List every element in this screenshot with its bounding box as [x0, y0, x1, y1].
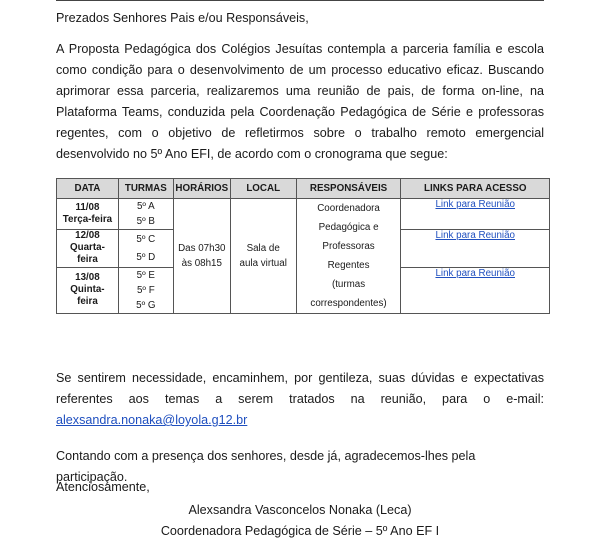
resp-line: Coordenadora — [317, 203, 380, 214]
after-text: Se sentirem necessidade, encaminhem, por gentileza, suas dúvidas e expectativas referentes aos temas a serem tratados na reunião, para o e-mail: — [56, 371, 544, 406]
date-cell — [57, 230, 119, 268]
link-cell — [401, 199, 550, 230]
intro-paragraph: A Proposta Pedagógica dos Colégios Jesuítas contempla a parceria família e escola como condição para o desenvolvimento de um processo educativo eficaz. Buscando aprimorar essa parceria, realizaremos uma reunião de pais, de forma on-line, na Plataforma Teams, conduzida pela Coordenação Pedagógica de Série e professoras regentes, com o objetivo de refletirmos sobre o trabalho remoto emergencial desenvolvido no 5º Ano EFI, de acordo com o cronograma que segue: — [56, 42, 544, 161]
weekday: Quarta- — [70, 242, 105, 254]
header-data: DATA — [57, 179, 119, 199]
date-cell — [57, 199, 119, 230]
header-horarios: HORÁRIOS — [173, 179, 230, 199]
link-cell — [401, 230, 550, 268]
resp-line: Pedagógica e — [318, 222, 379, 233]
responsaveis-cell — [296, 199, 401, 314]
weekday: feira — [77, 254, 98, 266]
turma-cell: 5º D — [118, 249, 173, 268]
email-link[interactable]: alexsandra.nonaka@loyola.g12.br — [56, 413, 248, 427]
meeting-link[interactable]: Link para Reunião — [435, 199, 515, 210]
signature-role: Coordenadora Pedagógica de Série – 5º Ano EF I — [160, 524, 440, 538]
header-links: LINKS PARA ACESSO — [401, 179, 550, 199]
weekday: Quinta- — [70, 284, 105, 296]
after-paragraph — [56, 368, 544, 431]
local-cell — [230, 199, 296, 314]
turma-cell: 5º E — [118, 267, 173, 283]
turma-cell: 5º C — [118, 230, 173, 249]
horario-line: às 08h15 — [181, 258, 222, 269]
resp-line: Professoras — [322, 241, 375, 252]
resp-line: (turmas — [331, 279, 366, 290]
turma-cell: 5º F — [118, 283, 173, 298]
resp-line: correspondentes) — [310, 298, 387, 309]
header-responsaveis: RESPONSÁVEIS — [296, 179, 401, 199]
date: 12/08 — [75, 230, 100, 242]
local-line: Sala de — [246, 243, 280, 254]
header-local: LOCAL — [230, 179, 296, 199]
meeting-link[interactable]: Link para Reunião — [435, 267, 515, 279]
turma-cell: 5º G — [118, 298, 173, 314]
table-row — [57, 199, 550, 215]
table-header-row — [57, 179, 550, 199]
closing-paragraph: Contando com a presença dos senhores, desde já, agradecemos-lhes pela participação. — [56, 449, 476, 484]
horario-cell — [173, 199, 230, 314]
top-rule — [56, 0, 544, 1]
weekday: Terça-feira — [62, 214, 113, 225]
turma-cell: 5º B — [118, 214, 173, 230]
resp-line: Regentes — [327, 260, 370, 271]
regards: Atenciosamente, — [56, 480, 150, 494]
date: 11/08 — [75, 202, 100, 213]
greeting: Prezados Senhores Pais e/ou Responsáveis, — [56, 11, 309, 25]
date: 13/08 — [75, 272, 100, 284]
schedule-table — [56, 178, 550, 314]
date-cell — [57, 267, 119, 314]
header-turmas: TURMAS — [118, 179, 173, 199]
signature-name: Alexsandra Vasconcelos Nonaka (Leca) — [188, 503, 412, 517]
meeting-link[interactable]: Link para Reunião — [435, 230, 515, 241]
local-line: aula virtual — [239, 258, 287, 269]
link-cell — [401, 267, 550, 314]
weekday: feira — [77, 296, 98, 308]
turma-cell: 5º A — [118, 199, 173, 215]
horario-line: Das 07h30 — [178, 243, 226, 254]
